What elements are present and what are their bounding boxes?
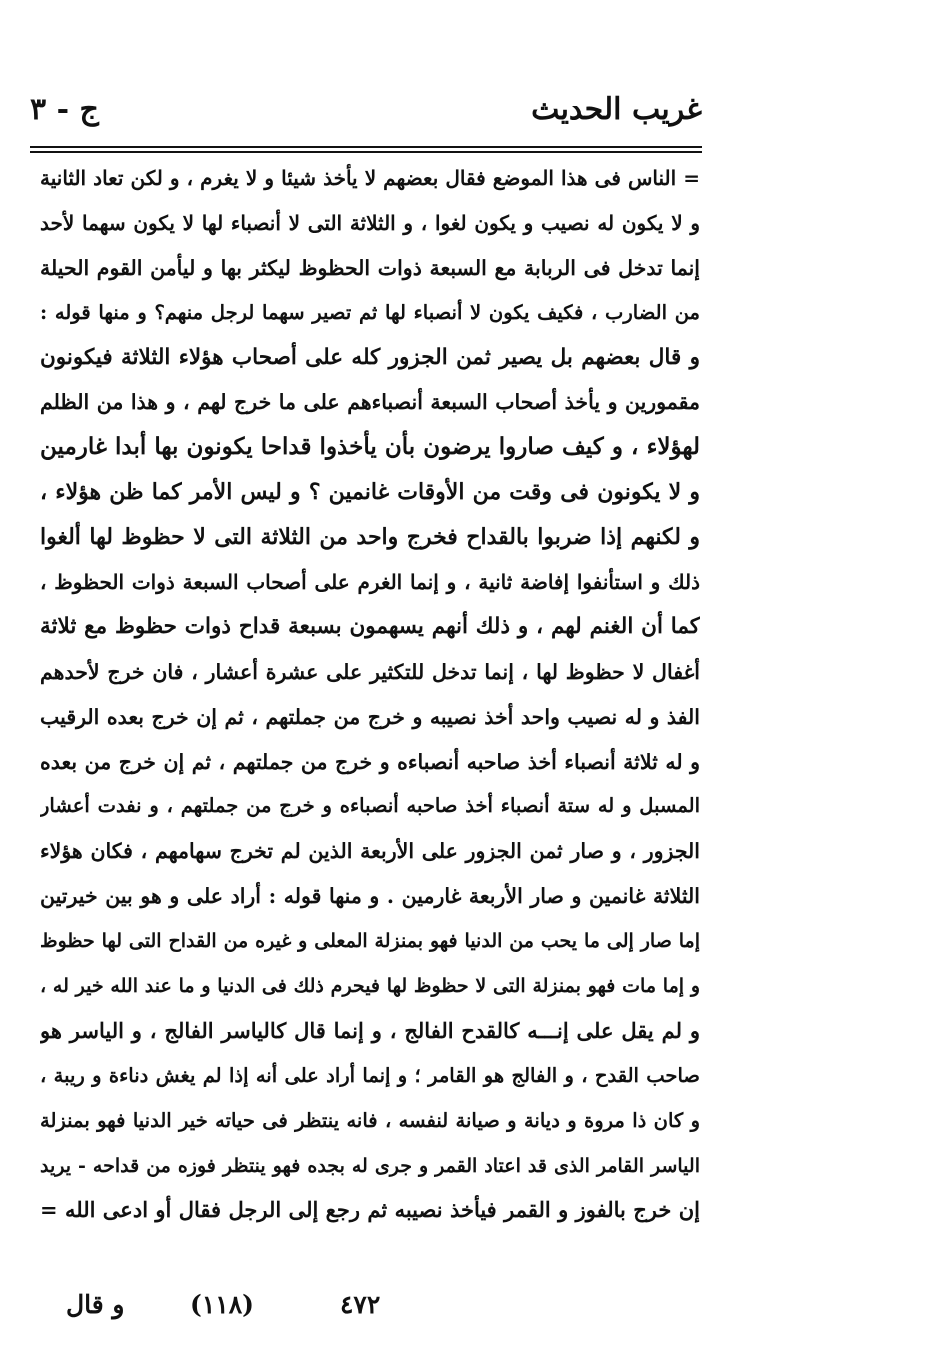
header-rule-bottom [30,151,702,153]
text-line: ذلك و استأنفوا إفاضة ثانية ، و إنما الغرم على أصحاب السبعة ذوات الحظوظ ، [40,570,700,595]
text-line: و إما مات فهو بمنزلة التى لا حظوظ لها فيحرم ذلك فى الدنيا و ما عند الله خير له ، [40,975,700,998]
header-rule-top [30,146,702,148]
text-line: و قال بعضهم بل يصير ثمن الجزور كله على أصحاب هؤلاء الثلاثة فيكونون [40,344,700,370]
page-footer [30,1290,702,1330]
running-header [30,92,702,142]
text-line: و لا يكونون فى وقت من الأوقات غانمين ؟ و ليس الأمر كما ظن هؤلاء ، [40,479,700,506]
text-line: كما أن الغنم لهم ، و ذلك أنهم يسهمون بسبعة قداح ذوات حظوظ مع ثلاثة [40,613,700,639]
text-line: إنما تدخل فى الربابة مع السبعة ذوات الحظوظ ليكثر بها و ليأمن القوم الحيلة [40,255,700,280]
catchword: و قال [66,1290,125,1319]
sheet-signature: (١١٨) [190,1290,254,1319]
text-line: و له ثلاثة أنصباء أخذ صاحبه أنصباءه و خرج من جملتهم ، ثم إن خرج من بعده [40,749,700,774]
text-line: = الناس فى هذا الموضع فقال بعضهم لا يأخذ شيئا و لا يغرم ، و لكن تعاد الثانية [40,166,700,190]
text-line: و لكنهم إذا ضربوا بالقداح فخرج واحد من الثلاثة التى لا حظوظ لها ألغوا [40,524,700,551]
text-line: الجزور ، و صار ثمن الجزور على الأربعة الذين لم تخرج سهامهم ، فكان هؤلاء [40,839,700,864]
text-line: إما صار إلى ما يحب من الدنيا فهو بمنزلة المعلى و غيره من القداح التى لها حظوظ [40,930,700,953]
text-line: من الضارب ، فكيف يكون لا أنصباء لها ثم تصير سهما لرجل منهم؟ و منها قوله : [40,300,700,324]
text-line: مقمورين و يأخذ أصحاب السبعة أنصباءهم على ما خرج لهم ، و هذا من الظلم [40,390,700,415]
text-line: لهؤلاء ، و كيف صاروا يرضون بأن يأخذوا قداحا يكونون بها أبدا غارمين [40,433,700,461]
text-line: المسبل و له ستة أنصباء أخذ صاحبه أنصباءه و خرج من جملتهم ، و نفدت أعشار [40,794,700,818]
volume-label: ج - ٣ [30,92,99,127]
book-title: غريب الحديث [531,92,702,127]
body-text [40,156,700,1233]
text-line: الفذ و له نصيب واحد أخذ نصيبه و خرج من جملتهم ، ثم إن خرج بعده الرقيب [40,704,700,729]
page-number: ٤٧٢ [340,1290,381,1319]
text-line: و كان ذا مروة و ديانة و صيانة لنفسه ، فانه ينتظر فى حياته خير الدنيا فهو بمنزلة [40,1108,700,1132]
text-line: أغفال لا حظوظ لها ، إنما تدخل للتكثير على عشرة أعشار ، فان خرج لأحدهم [40,659,700,684]
text-line: الثلاثة غانمين و صار الأربعة غارمين . و منها قوله : أراد على و هو بين خيرتين [40,884,700,909]
text-line: و لم يقل على إنـــه كالقدح الفالج ، و إنما قال كالياسر الفالج ، و الياسر هو [40,1017,700,1043]
text-line: الياسر القامر الذى قد اعتاد القمر و جرى له بجده فهو ينتظر فوزه من قداحه - يريد [40,1154,700,1177]
text-line: إن خرج بالفوز و القمر فيأخذ نصيبه ثم رجع إلى الرجل فقال أو ادعى الله = [40,1197,700,1223]
text-line: و لا يكون له نصيب و يكون لغوا ، و الثلاثة التى لا أنصباء لها لا يكون سهما لأحد [40,210,700,235]
text-line: صاحب القدح ، و الفالج هو القامر ؛ و إنما أراد على أنه إذا لم يغش دناءة و ريبة ، [40,1063,700,1087]
